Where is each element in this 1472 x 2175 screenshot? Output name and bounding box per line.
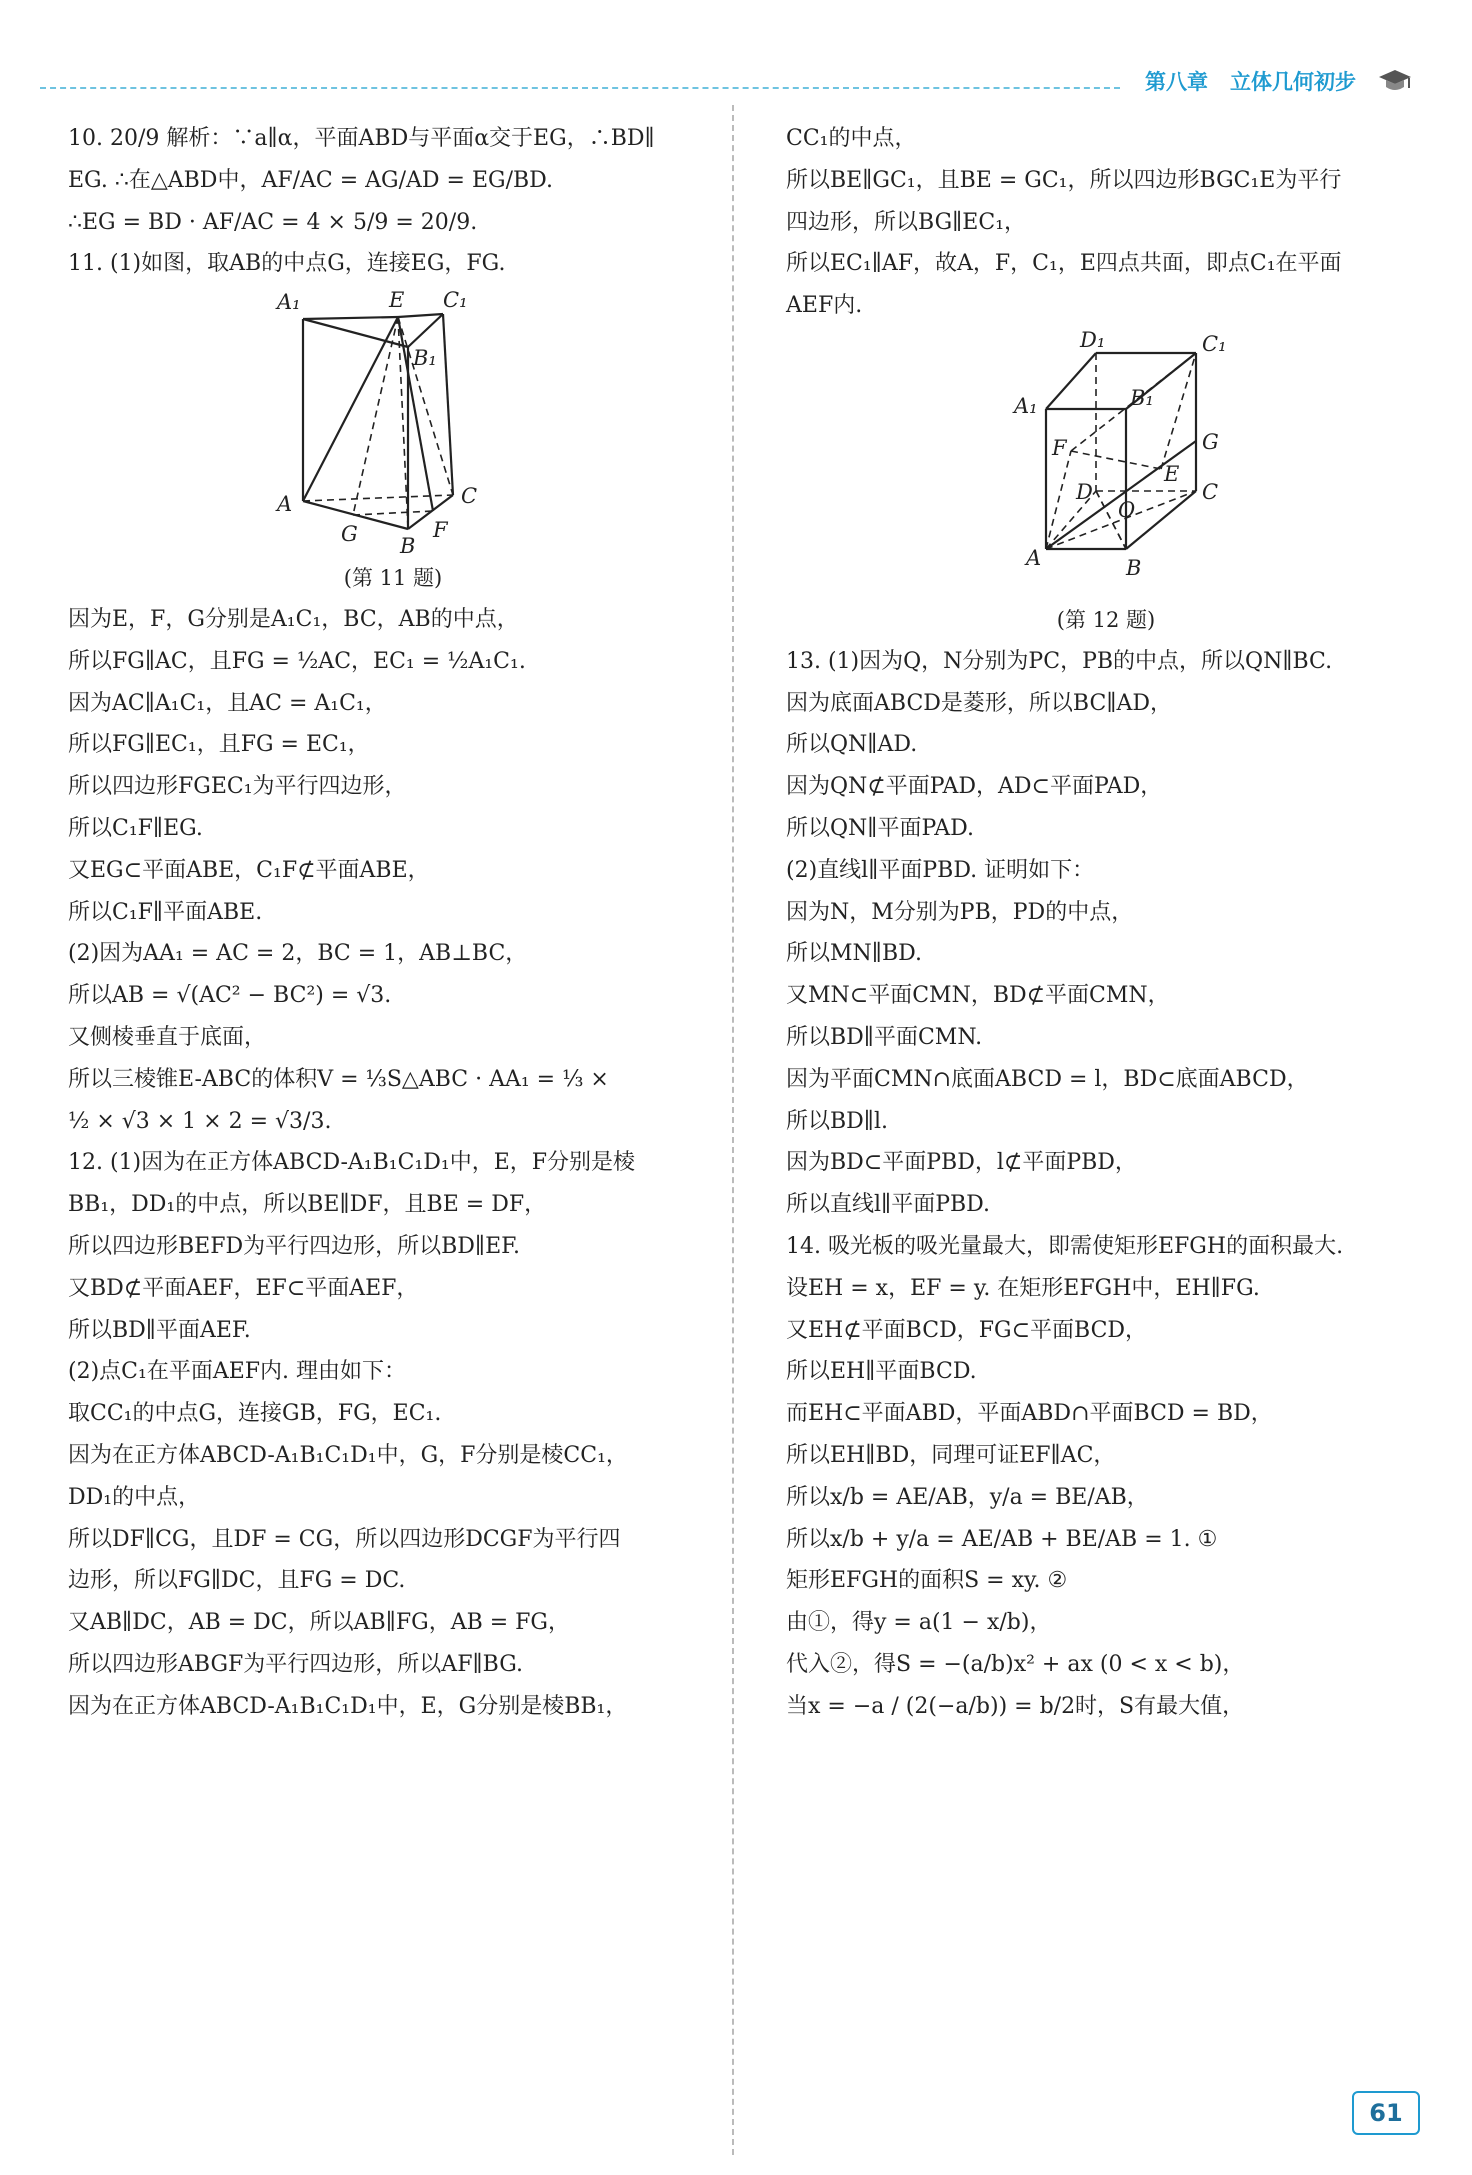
text-line: 所以直线l∥平面PBD. xyxy=(786,1192,991,1218)
page-number: 61 xyxy=(1352,2091,1420,2135)
text-line: 所以QN∥平面PAD. xyxy=(786,816,974,842)
text-line: 四边形，所以BG∥EC₁， xyxy=(786,209,1027,235)
fig11-label-E: E xyxy=(389,289,405,313)
text-line: 因为N，M分别为PB，PD的中点， xyxy=(786,899,1134,925)
text-line: 所以FG∥AC，且FG = ½AC，EC₁ = ½A₁C₁. xyxy=(68,648,526,674)
text-line: ½ × √3 × 1 × 2 = √3/3. xyxy=(68,1108,332,1134)
fig12-label-G: G xyxy=(1202,429,1219,454)
text-line: 设EH = x，EF = y. 在矩形EFGH中，EH∥FG. xyxy=(786,1275,1260,1301)
text-line: 因为底面ABCD是菱形，所以BC∥AD， xyxy=(786,690,1173,716)
text-line: 所以x/b + y/a = AE/AB + BE/AB = 1. ① xyxy=(786,1526,1218,1552)
text-line: 而EH⊂平面ABD，平面ABD∩平面BCD = BD， xyxy=(786,1401,1273,1427)
graduation-cap-icon xyxy=(1378,68,1412,94)
text-line: 所以EH∥平面BCD. xyxy=(786,1359,977,1385)
fig12-label-B: B xyxy=(1126,555,1142,580)
text-line: 因为E，F，G分别是A₁C₁，BC，AB的中点， xyxy=(68,607,519,633)
fig11-label-F: F xyxy=(433,518,448,543)
fig12-label-D1: D₁ xyxy=(1080,330,1106,352)
header-rule xyxy=(40,87,1120,89)
text-line: (2)因为AA₁ = AC = 2，BC = 1，AB⊥BC， xyxy=(68,941,528,967)
text-line: 又侧棱垂直于底面， xyxy=(68,1025,267,1051)
text-line: 11. (1)如图，取AB的中点G，连接EG，FG. xyxy=(68,251,506,277)
fig12-label-F: F xyxy=(1052,435,1067,460)
text-line: CC₁的中点， xyxy=(786,126,917,151)
text-line: 因为在正方体ABCD-A₁B₁C₁D₁中，G，F分别是棱CC₁， xyxy=(68,1443,628,1469)
text-line: 又BD⊄平面AEF，EF⊂平面AEF， xyxy=(68,1275,419,1301)
text-line: 所以BD∥平面CMN. xyxy=(786,1025,983,1051)
text-line: 所以EC₁∥AF，故A，F，C₁，E四点共面，即点C₁在平面 xyxy=(786,251,1342,277)
text-line: 所以DF∥CG，且DF = CG，所以四边形DCGF为平行四 xyxy=(68,1526,621,1552)
figure-11 xyxy=(263,289,523,559)
fig12-label-O: O xyxy=(1118,497,1136,522)
text-line: 所以MN∥BD. xyxy=(786,941,922,967)
fig11-label-A1: A₁ xyxy=(277,290,301,315)
text-line: 取CC₁的中点G，连接GB，FG，EC₁. xyxy=(68,1401,442,1427)
text-line: AEF内. xyxy=(786,293,863,319)
text-line: 所以AB = √(AC² − BC²) = √3. xyxy=(68,983,392,1009)
text-line: (2)点C₁在平面AEF内. 理由如下： xyxy=(68,1359,407,1385)
text-line: 12. (1)因为在正方体ABCD-A₁B₁C₁D₁中，E，F分别是棱 xyxy=(68,1150,636,1176)
fig12-label-A1: A₁ xyxy=(1014,393,1038,418)
fig11-label-C: C xyxy=(461,484,478,509)
text-line: 所以三棱锥E-ABC的体积V = ⅓S△ABC · AA₁ = ⅓ × xyxy=(68,1066,609,1092)
figure-11-caption: (第 11 题) xyxy=(343,566,443,591)
text-line: 由①，得y = a(1 − x/b)， xyxy=(786,1610,1052,1636)
text-line: 所以x/b = AE/AB，y/a = BE/AB， xyxy=(786,1484,1149,1510)
text-line: 代入②，得S = −(a/b)x² + ax (0 < x < b)， xyxy=(786,1652,1245,1677)
text-line: 又MN⊂平面CMN，BD⊄平面CMN， xyxy=(786,983,1170,1009)
text-line: 边形，所以FG∥DC，且FG = DC. xyxy=(68,1568,406,1594)
fig11-label-A: A xyxy=(277,492,293,517)
page-header xyxy=(1145,66,1412,96)
text-line: 所以EH∥BD，同理可证EF∥AC， xyxy=(786,1443,1116,1469)
text-line: 又EH⊄平面BCD，FG⊂平面BCD， xyxy=(786,1317,1148,1343)
text-line: EG. ∴在△ABD中，AF/AC = AG/AD = EG/BD. xyxy=(68,167,554,193)
text-line: (2)直线l∥平面PBD. 证明如下： xyxy=(786,857,1095,883)
text-line: 因为平面CMN∩底面ABCD = l，BD⊂底面ABCD， xyxy=(786,1066,1309,1092)
fig12-label-E: E xyxy=(1164,461,1180,486)
fig12-label-B1: B₁ xyxy=(1130,385,1154,410)
text-line: 因为BD⊂平面PBD，l⊄平面PBD， xyxy=(786,1150,1137,1176)
text-line: 所以C₁F∥EG. xyxy=(68,816,203,842)
fig12-label-C: C xyxy=(1202,479,1219,504)
fig12-label-A: A xyxy=(1026,545,1042,570)
text-line: 所以C₁F∥平面ABE. xyxy=(68,899,263,925)
fig11-label-G: G xyxy=(341,522,358,547)
left-column xyxy=(68,118,718,1728)
chapter-title: 立体几何初步 xyxy=(1230,70,1356,94)
text-line: 因为在正方体ABCD-A₁B₁C₁D₁中，E，G分别是棱BB₁， xyxy=(68,1693,628,1719)
text-line: 所以QN∥AD. xyxy=(786,732,918,758)
text-line: DD₁的中点， xyxy=(68,1484,201,1510)
column-divider xyxy=(732,105,734,2155)
chapter-label: 第八章 xyxy=(1145,70,1208,94)
text-line: 当x = −a / (2(−a/b)) = b/2时，S有最大值， xyxy=(786,1693,1245,1719)
text-line: 又AB∥DC，AB = DC，所以AB∥FG，AB = FG， xyxy=(68,1610,571,1636)
text-line: BB₁，DD₁的中点，所以BE∥DF，且BE = DF， xyxy=(68,1192,547,1218)
right-column xyxy=(786,118,1426,1728)
text-line: 所以BD∥平面AEF. xyxy=(68,1317,251,1343)
fig11-label-C1: C₁ xyxy=(443,289,468,313)
text-line: 矩形EFGH的面积S = xy. ② xyxy=(786,1568,1068,1594)
text-line: 又EG⊂平面ABE，C₁F⊄平面ABE， xyxy=(68,857,430,883)
text-line: 10. 20/9 解析：∵a∥α，平面ABD与平面α交于EG，∴BD∥ xyxy=(68,126,655,151)
text-line: 因为QN⊄平面PAD，AD⊂平面PAD， xyxy=(786,774,1163,800)
text-line: 所以FG∥EC₁，且FG = EC₁， xyxy=(68,732,370,758)
text-line: 所以四边形FGEC₁为平行四边形， xyxy=(68,774,407,800)
text-line: 所以BE∥GC₁，且BE = GC₁，所以四边形BGC₁E为平行 xyxy=(786,167,1342,193)
text-line: 因为AC∥A₁C₁，且AC = A₁C₁， xyxy=(68,690,387,716)
figure-12-caption: (第 12 题) xyxy=(1056,607,1156,632)
text-line: 所以BD∥l. xyxy=(786,1108,888,1134)
fig11-label-B1: B₁ xyxy=(413,346,437,371)
text-line: 14. 吸光板的吸光量最大，即需使矩形EFGH的面积最大. xyxy=(786,1234,1344,1260)
fig12-label-C1: C₁ xyxy=(1202,331,1227,356)
figure-12 xyxy=(976,331,1236,601)
text-line: ∴EG = BD · AF/AC = 4 × 5/9 = 20/9. xyxy=(68,209,478,235)
text-line: 13. (1)因为Q，N分别为PC，PB的中点，所以QN∥BC. xyxy=(786,648,1333,674)
fig12-label-D: D xyxy=(1076,479,1093,504)
fig11-label-B: B xyxy=(400,534,416,559)
text-line: 所以四边形BEFD为平行四边形，所以BD∥EF. xyxy=(68,1234,520,1260)
text-line: 所以四边形ABGF为平行四边形，所以AF∥BG. xyxy=(68,1652,523,1677)
